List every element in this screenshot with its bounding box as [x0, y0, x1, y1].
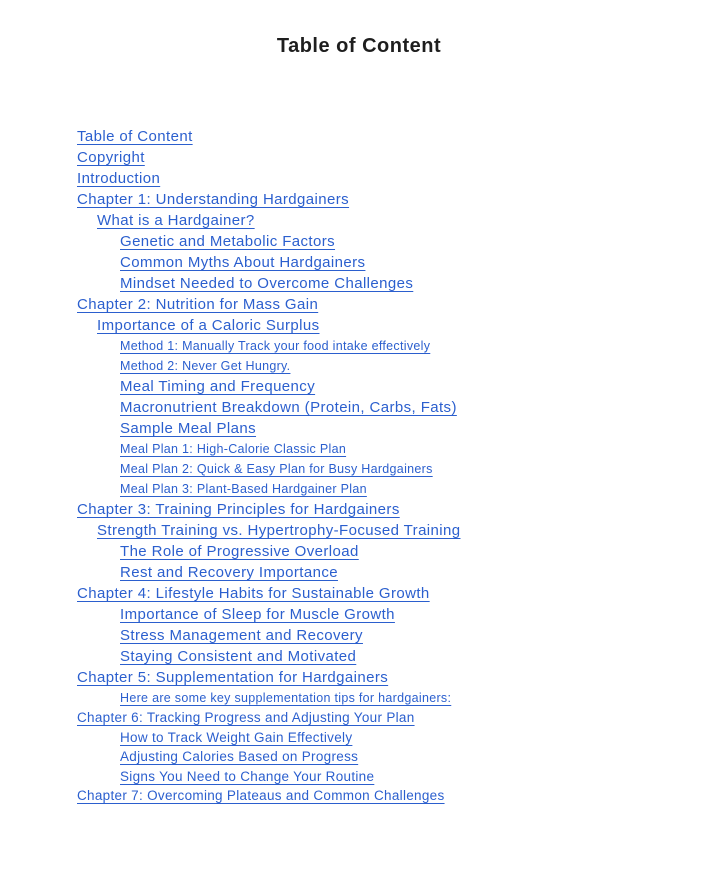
toc-entry[interactable]: Signs You Need to Change Your Routine	[120, 768, 375, 784]
toc-entry[interactable]: Stress Management and Recovery	[120, 627, 363, 644]
toc-entry[interactable]: Meal Plan 3: Plant-Based Hardgainer Plan	[120, 482, 367, 496]
toc-entry[interactable]: Rest and Recovery Importance	[120, 564, 338, 581]
toc-entry[interactable]: Chapter 5: Supplementation for Hardgainers	[77, 669, 389, 686]
toc-entry[interactable]: Chapter 7: Overcoming Plateaus and Common Challenges	[77, 788, 445, 803]
toc-entry[interactable]: Chapter 2: Nutrition for Mass Gain	[77, 296, 319, 313]
toc-entry[interactable]: Chapter 4: Lifestyle Habits for Sustainable Growth	[77, 585, 430, 602]
toc-entry[interactable]: Meal Timing and Frequency	[120, 378, 316, 395]
toc-entry[interactable]: Sample Meal Plans	[120, 420, 257, 437]
toc-entry[interactable]: Meal Plan 2: Quick & Easy Plan for Busy Hardgainers	[120, 462, 433, 476]
toc-entry[interactable]: Genetic and Metabolic Factors	[120, 233, 336, 250]
table-of-contents	[0, 126, 718, 806]
toc-entry[interactable]: Adjusting Calories Based on Progress	[120, 749, 359, 764]
toc-entry[interactable]: Importance of Sleep for Muscle Growth	[120, 606, 395, 623]
toc-entry[interactable]: Table of Content	[77, 128, 193, 145]
toc-entry[interactable]: Copyright	[77, 149, 145, 166]
toc-entry[interactable]: Staying Consistent and Motivated	[120, 648, 357, 665]
toc-entry[interactable]: Method 1: Manually Track your food intake effectively	[120, 339, 431, 353]
page-title: Table of Content	[276, 35, 442, 57]
toc-entry[interactable]: How to Track Weight Gain Effectively	[120, 729, 353, 745]
toc-entry[interactable]: Common Myths About Hardgainers	[120, 254, 366, 271]
toc-entry[interactable]: Chapter 3: Training Principles for Hardgainers	[77, 501, 400, 518]
toc-entry[interactable]: Importance of a Caloric Surplus	[97, 317, 320, 334]
toc-entry[interactable]: Strength Training vs. Hypertrophy-Focused Training	[97, 522, 461, 539]
toc-entry[interactable]: Chapter 6: Tracking Progress and Adjusting Your Plan	[77, 710, 415, 725]
toc-entry[interactable]: What is a Hardgainer?	[97, 212, 255, 229]
toc-entry[interactable]: Chapter 1: Understanding Hardgainers	[77, 191, 350, 208]
toc-entry[interactable]: Method 2: Never Get Hungry.	[120, 359, 291, 373]
toc-entry[interactable]: Here are some key supplementation tips for hardgainers:	[120, 691, 452, 705]
toc-entry[interactable]: Introduction	[77, 170, 161, 187]
toc-entry[interactable]: Macronutrient Breakdown (Protein, Carbs, Fats)	[120, 399, 457, 416]
toc-entry[interactable]: Mindset Needed to Overcome Challenges	[120, 275, 414, 292]
toc-entry[interactable]: Meal Plan 1: High-Calorie Classic Plan	[120, 442, 347, 456]
toc-entry[interactable]: The Role of Progressive Overload	[120, 543, 359, 560]
